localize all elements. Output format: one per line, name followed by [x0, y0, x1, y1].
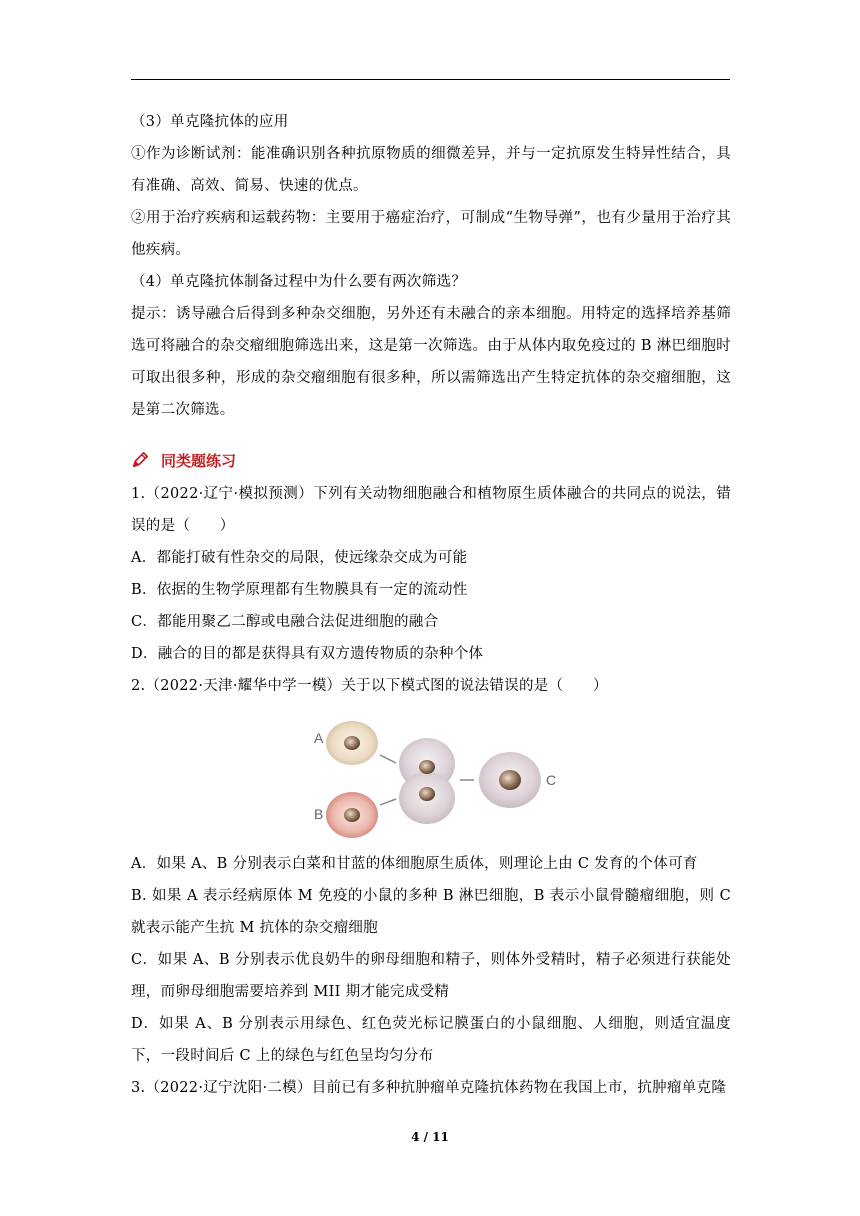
question-1-option-b: B．依据的生物学原理都有生物膜具有一定的流动性	[131, 582, 468, 598]
question-3-stem: 3.（2022·辽宁沈阳·二模）目前已有多种抗肿瘤单克隆抗体药物在我国上市，抗肿瘤单克隆	[131, 1080, 727, 1096]
question-1	[131, 478, 731, 702]
question-2-option-a: A．如果 A、B 分别表示白菜和甘蓝的体细胞原生质体，则理论上由 C 发育的个体可育	[131, 856, 698, 872]
practice-heading-text: 同类题练习	[161, 451, 237, 470]
question-1-option-c: C．都能用聚乙二醇或电融合法促进细胞的融合	[131, 614, 439, 630]
question-1-stem: 1.（2022·辽宁·模拟预测）下列有关动物细胞融合和植物原生质体融合的共同点的说法，错误的是（ ）	[131, 486, 731, 534]
fusing-nucleus-top	[419, 760, 435, 774]
question-2-option-b: B. 如果 A 表示经病原体 M 免疫的小鼠的多种 B 淋巴细胞，B 表示小鼠骨髓瘤细胞，则 C 就表示能产生抗 M 抗体的杂交瘤细胞	[131, 888, 731, 936]
label-c: C	[546, 772, 557, 788]
pencil-icon	[131, 451, 149, 469]
label-a: A	[314, 730, 324, 746]
cell-fusion-figure	[300, 715, 560, 845]
practice-heading	[131, 448, 236, 472]
question-1-option-a: A．都能打破有性杂交的局限，使远缘杂交成为可能	[131, 550, 468, 566]
arrow-b	[380, 799, 396, 805]
application-item-2: ②用于治疗疾病和运载药物：主要用于癌症治疗，可制成“生物导弹”，也有少量用于治疗其他疾病。	[131, 210, 731, 258]
nucleus-b	[344, 808, 360, 822]
header-rule	[131, 79, 730, 80]
section-4-question: （4）单克隆抗体制备过程中为什么要有两次筛选？	[131, 274, 467, 290]
question-2-options	[131, 848, 731, 1104]
nucleus-a	[344, 736, 360, 750]
page-number: 4 / 11	[411, 1130, 449, 1144]
section-4-hint: 提示：诱导融合后得到多种杂交细胞，另外还有未融合的亲本细胞。用特定的选择培养基筛选可将融合的杂交瘤细胞筛选出来，这是第一次筛选。由于从体内取免疫过的 B 淋巴细胞时可取出很多种，形成的杂交瘤细胞有很多种，所以需筛选出产生特定抗体的杂交瘤细胞，这是第二次筛选。	[131, 306, 731, 418]
section-3-title: （3）单克隆抗体的应用	[131, 114, 289, 130]
fusing-nucleus-bottom	[419, 787, 435, 801]
label-b: B	[314, 806, 324, 822]
question-2-option-d: D．如果 A、B 分别表示用绿色、红色荧光标记膜蛋白的小鼠细胞、人细胞，则适宜温度下，一段时间后 C 上的绿色与红色呈均匀分布	[131, 1016, 731, 1064]
question-2-stem: 2.（2022·天津·耀华中学一模）关于以下模式图的说法错误的是（ ）	[131, 678, 608, 694]
question-2-option-c: C．如果 A、B 分别表示优良奶牛的卵母细胞和精子，则体外受精时，精子必须进行获能处理，而卵母细胞需要培养到 MII 期才能完成受精	[131, 952, 731, 1000]
arrow-a	[380, 755, 396, 763]
application-item-1: ①作为诊断试剂：能准确识别各种抗原物质的细微差异，并与一定抗原发生特异性结合，具有准确、高效、简易、快速的优点。	[131, 146, 731, 194]
section-3	[131, 106, 731, 426]
question-1-option-d: D．融合的目的都是获得具有双方遗传物质的杂种个体	[131, 646, 484, 662]
nucleus-c	[499, 770, 521, 790]
